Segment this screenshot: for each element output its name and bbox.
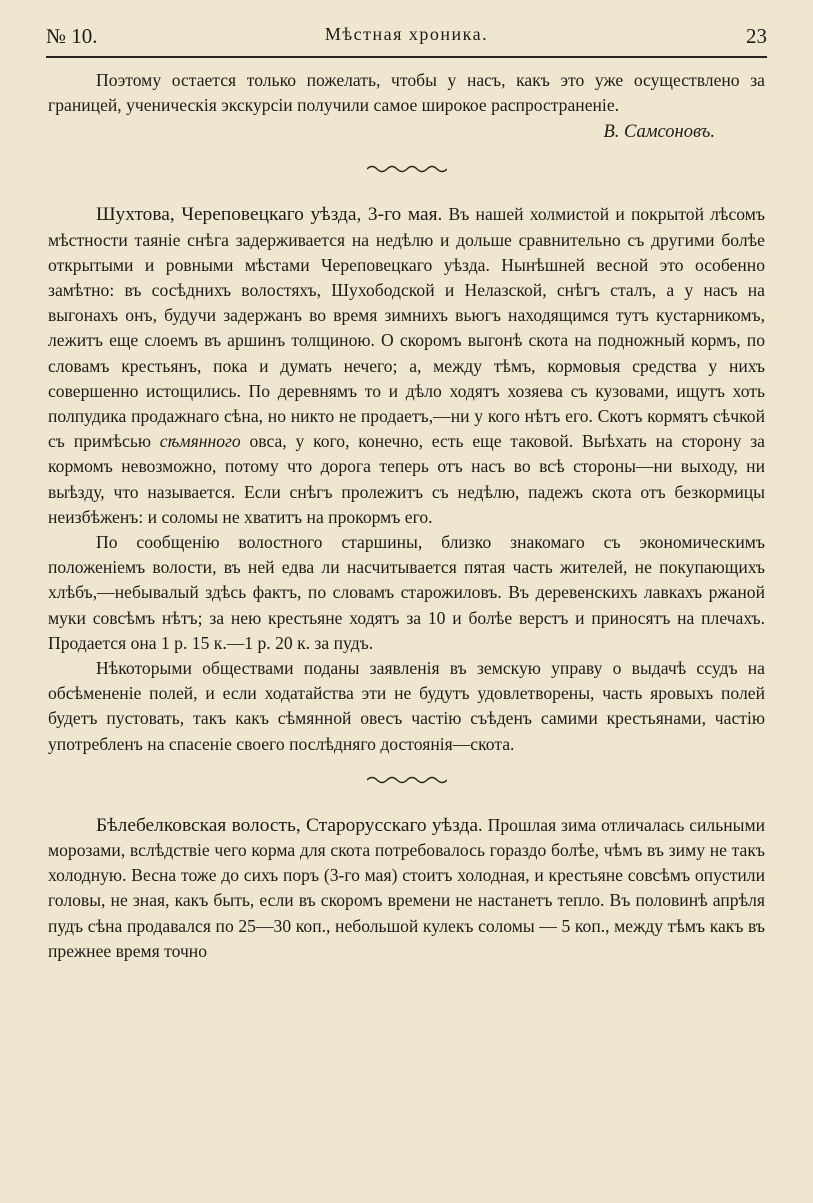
running-header bbox=[46, 20, 767, 50]
page-body bbox=[48, 68, 765, 964]
intro-paragraph: Поэтому остается только пожелать, чтобы у насъ, какъ это уже осуществлено за границей, ученическія экскурсіи получили самое широкое распространеніе. bbox=[48, 70, 765, 116]
italic-word: сѣмянного bbox=[159, 431, 241, 452]
article1-paragraph-3: Нѣкоторыми обществами поданы заявленія въ земскую управу о выдачѣ ссудъ на обсѣмененіе полей, и если ходатайства эти не будутъ удовлетворены, часть яровыхъ полей будетъ пустовать, такъ какъ сѣмянной овесъ частію съѣденъ самими крестьянами, частію употребленъ на спасеніе своего послѣдняго достоянія—скота. bbox=[48, 658, 765, 754]
article1-paragraph-1: Шухтова, Череповецкаго уѣзда, 3-го мая. Въ нашей холмистой и покрытой лѣсомъ мѣстности таяніе снѣга задерживается на недѣлю и дольше сравнительно съ другими болѣе открытыми и ровными мѣстами Череповецкаго уѣзда. Нынѣшней весной это особенно замѣтно: въ сосѣднихъ волостяхъ, Шухободской и Нелазской, снѣгъ сталъ, а у насъ на выгонахъ онъ, будучи задержанъ во время зимнихъ вьюгъ находящимся тутъ кустарникомъ, лежитъ еще слоемъ въ аршинъ толщиною. О скоромъ выгонѣ скота на подножный кормъ, по словамъ крестьянъ, пока и думать нечего; а, между тѣмъ, кормовыя средства у нихъ совершенно истощились. По деревнямъ то и дѣло ходятъ хозяева съ кузовами, ищутъ хоть полпудика продажнаго сѣна, но никто не продаетъ,—ни у кого нѣтъ его. Скотъ кормятъ сѣчкой съ примѣсью сѣмянного овса, у кого, конечно, есть еще таковой. Выѣхать на сторону за кормомъ невозможно, потому что дорога теперь отъ насъ во всѣ стороны—ни выходу, ни выѣзду, что называется. Если снѣгъ пролежитъ съ недѣлю, падежъ скота отъ безкормицы неизбѣженъ: и соломы не хватитъ на прокормъ его. bbox=[48, 204, 765, 527]
article2-dateline: Бѣлебелковская волость, Старорусскаго уѣзда. bbox=[96, 814, 483, 836]
wave-separator-2 bbox=[48, 757, 765, 813]
article1-paragraph-2: По сообщенію волостного старшины, близко знакомаго съ экономическимъ положеніемъ волости, въ ней едва ли насчитывается пятая часть жителей, не покупающихъ хлѣбъ,—небывалый здѣсь фактъ, по словамъ старожиловъ. Въ деревенскихъ лавкахъ ржаной муки совсѣмъ нѣтъ; за нею крестьяне ходятъ за 10 и болѣе верстъ и приносятъ на плечахъ. Продается она 1 р. 15 к.—1 р. 20 к. за пудъ. bbox=[48, 532, 765, 653]
header-rule bbox=[46, 56, 767, 58]
wave-separator bbox=[48, 146, 765, 202]
article2-paragraph: Бѣлебелковская волость, Старорусскаго уѣзда. Прошлая зима отличалась сильными морозами, вслѣдствіе чего корма для скота потребовалось гораздо болѣе, чѣмъ въ зиму не такъ холодную. Весна тоже до сихъ поръ (3-го мая) стоитъ холодная, и крестьяне совсѣмъ опустили головы, не зная, какъ быть, если въ скоромъ времени не настанетъ тепло. Въ половинѣ апрѣля пудъ сѣна продавался по 25—30 коп., небольшой кулекъ соломы — 5 коп., между тѣмъ какъ въ прежнее время точно bbox=[48, 814, 766, 961]
section-title: Мѣстная хроника. bbox=[324, 24, 489, 44]
signature: В. Самсоновъ. bbox=[603, 122, 715, 143]
page-number: 23 bbox=[746, 24, 767, 48]
article1-dateline: Шухтова, Череповецкаго уѣзда, 3-го мая. bbox=[96, 204, 443, 226]
issue-number: № 10. bbox=[46, 24, 98, 48]
